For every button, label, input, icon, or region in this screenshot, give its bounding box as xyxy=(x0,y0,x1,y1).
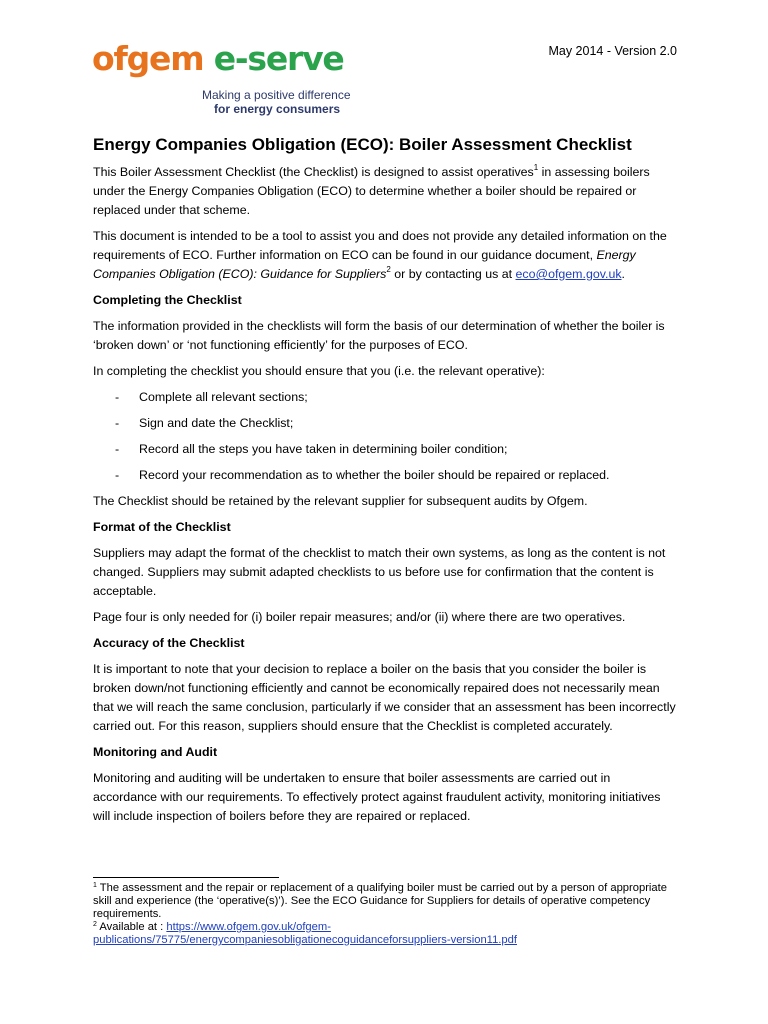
completing-paragraph-2: In completing the checklist you should ensure that you (i.e. the relevant operative): xyxy=(93,364,545,378)
logo-eserve-text: e-serve xyxy=(203,39,344,78)
list-item xyxy=(93,440,677,459)
document-title: Energy Companies Obligation (ECO): Boiler Assessment Checklist xyxy=(93,135,632,154)
tagline-line2: for energy consumers xyxy=(214,102,341,116)
format-paragraph-2: Page four is only needed for (i) boiler repair measures; and/or (ii) where there are two operatives. xyxy=(93,610,626,624)
bullet-marker: - xyxy=(115,416,120,430)
heading-completing: Completing the Checklist xyxy=(93,293,242,307)
heading-accuracy: Accuracy of the Checklist xyxy=(93,636,245,650)
footnote-separator xyxy=(93,877,279,878)
intro-p2-end: . xyxy=(621,267,625,281)
intro-p1-text-cont: in assessing boilers under the Energy Companies Obligation (ECO) to determine whether a boiler should be repaired or replaced under that scheme. xyxy=(93,165,650,217)
tagline-line1: Making a positive difference xyxy=(202,88,351,102)
monitoring-paragraph: Monitoring and auditing will be undertaken to ensure that boiler assessments are carried out in accordance with our requirements. To effectively protect against fraudulent activity, monitoring initiatives will include inspection of boilers before they are repaired or replaced. xyxy=(93,771,661,823)
logo-ofgem-text: ofgem xyxy=(92,39,204,78)
intro-p2-text: This document is intended to be a tool to assist you and does not provide any detailed information on the requirements of ECO. Further information on ECO can be found in our guidance document, xyxy=(93,229,667,262)
logo-tagline xyxy=(202,88,351,116)
intro-p2-text-cont: or by contacting us at xyxy=(390,267,516,281)
footnote-2-marker: 2 xyxy=(93,921,97,928)
list-item xyxy=(93,414,677,433)
heading-monitoring: Monitoring and Audit xyxy=(93,745,218,759)
logo-wordmark xyxy=(92,39,344,78)
eco-email-link[interactable]: eco@ofgem.gov.uk xyxy=(515,267,622,281)
heading-format: Format of the Checklist xyxy=(93,520,231,534)
guidance-url-link[interactable]: https://www.ofgem.gov.uk/ofgem-publications/75775/energycompaniesobligationecoguidanceforsuppliers-version11.pdf xyxy=(93,921,517,946)
list-item-text: Record all the steps you have taken in determining boiler condition; xyxy=(139,442,508,456)
footnote-ref-2[interactable]: 2 xyxy=(386,265,391,274)
format-paragraph-1: Suppliers may adapt the format of the checklist to match their own systems, as long as the content is not changed. Suppliers may submit adapted checklists to us before use for confirmation that the content is acceptable. xyxy=(93,546,666,598)
bullet-marker: - xyxy=(115,468,120,482)
ofgem-e-serve-logo xyxy=(92,39,351,116)
guidance-title: Energy Companies Obligation (ECO): Guidance for Suppliers xyxy=(93,248,636,281)
version-label: May 2014 - Version 2.0 xyxy=(548,44,677,58)
completing-paragraph-3: The Checklist should be retained by the relevant supplier for subsequent audits by Ofgem. xyxy=(93,494,588,508)
bullet-marker: - xyxy=(115,442,120,456)
list-item xyxy=(93,466,677,485)
intro-p1-text: This Boiler Assessment Checklist (the Checklist) is designed to assist operatives xyxy=(93,165,534,179)
accuracy-paragraph: It is important to note that your decision to replace a boiler on the basis that you consider the boiler is broken down/not functioning efficiently and cannot be economically repaired does not necessarily mean that we will reach the same conclusion, particularly if we consider that an assessment has been incorrectly carried out. For this reason, suppliers should ensure that the Checklist is completed accurately. xyxy=(93,662,676,733)
footnote-2 xyxy=(93,921,677,947)
footnote-ref-1[interactable]: 1 xyxy=(533,163,539,172)
list-item-text: Complete all relevant sections; xyxy=(139,390,308,404)
list-item-text: Sign and date the Checklist; xyxy=(139,416,294,430)
intro-paragraph-2 xyxy=(93,227,677,284)
footnote-1 xyxy=(93,882,677,921)
footnotes xyxy=(93,882,677,947)
document-body xyxy=(93,163,677,833)
bullet-marker: - xyxy=(115,390,120,404)
intro-paragraph-1 xyxy=(93,163,677,220)
footnote-1-text: The assessment and the repair or replacement of a qualifying boiler must be carried out by a person of appropriate skill and experience (the ‘operative(s)’). See the ECO Guidance for Suppliers for details of operative competency requirements. xyxy=(93,882,667,920)
list-item-text: Record your recommendation as to whether the boiler should be repaired or replaced. xyxy=(139,468,610,482)
footnote-1-marker: 1 xyxy=(93,882,97,889)
footnote-2-text: Available at : xyxy=(96,921,167,933)
list-item xyxy=(93,388,677,407)
completing-paragraph-1: The information provided in the checklists will form the basis of our determination of whether the boiler is ‘broken down’ or ‘not functioning efficiently’ for the purposes of ECO. xyxy=(93,319,665,352)
